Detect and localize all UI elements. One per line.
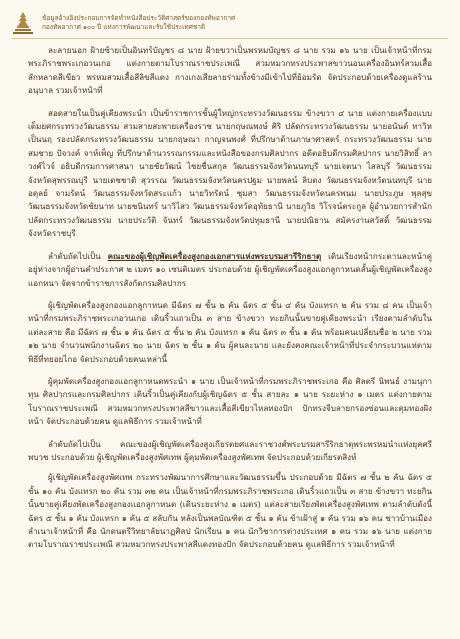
- paragraph-3-after: เดินเรียงหน้ากระดานละหน้าคู่ อยู่ห่างจากผู้อ่านคำประกาศ ๒ เมตร ๑๐ เซนติเมตร ประกอบด้วย ผู้เชิญพัดเครื่องสูงแอกลูกาหนดสั้นผู้เชิญพัดเครื่องสูงแอกหนา จัดจากข้าราชการสังกัดกรมศิลปากร: [28, 250, 432, 288]
- emblem-icon: [12, 11, 34, 35]
- paragraph-7: [28, 471, 432, 551]
- paragraph-2-text: สอดสายในเป็นคู่เคียงพระนำ เป็นข้าราชการชั้นผู้ใหญ่กระทรวงวัฒนธรรม ข้างขวา ๔ นาย แต่งกายเครื่องแบบเต็มยศกระทรวงวัฒนธรรม สวมสายสะพายเครื่องราช นายกฤษณพงษ์ ศิริ ปลัดกระทรวงวัฒนธรรม นายอนันต์ ทาวิหเป็นนฤ รองปลัดกระทรวงวัฒนธรรม นายกฤษณา กาญจนพงศ์ ที่ปรึกษาด้านภาษาศาสตร์ กระทรวงวัฒนธรรม นายสมชาย ปัจวงค์ จาห์เพ็ญ ที่ปรึกษาด้านวรรณกรรมและหนังสือของกรมศิลปากร อดีตอธิบดีกรมศิลปากร นายวิสิทธิ์ ลาวงศ์ไวจ์ อธิบดีกรมการศาสนา นายชัยวัฒน์ ไชยชื่นสกุล วัฒนธรรมจังหวัดนนทบุรี นายเจตนา ไสลบุรี วัฒนธรรมจังหวัดสุพรรณบุรี นายเดชชาติ สุวรรณ วัฒนธรรมจังหวัดนครปฐม นายพลน์ ลิบตง วัฒนธรรมจังหวัดนนทบุรี นายอดุลย์ จามรัตน์ วัฒนธรรมจังหวัดสระแก้ว นายวิทรัตน์ ชุมสา วัฒนธรรมจังหวัดนครพนม นายประภูษ พุลสุข วัฒนธรรมจังหวัดชัยนาท นายชนินทร์ นาวิไสว วัฒนธรรมจังหวัดอุทัยธานี นายภูวิธ วิโรจน์ตระกูล ผู้อำนวยการสำนักปลัดกระทรวงวัฒนธรรม นายประวัติ จันทร์ วัฒนธรรมจังหวัดปทุมธานี นายปณิธาน สมัครงานสวัสดิ์ วัฒนธรรมจังหวัดราชบุรี: [28, 107, 432, 239]
- paragraph-4-text: ผู้เชิญพัดเครื่องสูงกองแอกลูกาหนด มีฉัตร ๗ ชั้น ๒ คัน ฉัตร ๕ ชั้น ๔ คัน บังแทรก ๒ คัน รวม ๘ คน เป็นเจ้าหน้าที่กรมพระภิราชพระเกอวนเกอ เดินริ้วแถวเป็น ๓ สาย ข้างขวา ทะยกินนั้นขายคู่เคียงพระนำ เรียงตามลำดับในแต่ละสาย คือ มีฉัตร ๗ ชั้น ๑ คัน ฉัตร ๕ ชั้น ๒ คัน บังแทรก ๑ คัน ฉัตร ๓ ชั้น ๑ คัน พร้อมคนเปลี่ยนชื่อ ๒ นาย รวม ๑๒ นาย จำนวนพนักงานฉัตร ๒๐ นาย ฉัตร ๒ ชั้น ๑ คัน ผู้คนละนาย และยังคงคณะเจ้าหน้าที่ประจำกระบวนแห่ตามพิธีที่ทยอยไกอ จัดประกอบด้วยคนเหล่านี้: [28, 299, 432, 364]
- paragraph-5-text: ผู้คุมพัดเครื่องสูงกองแอกลูกาหนดพระนำ ๑ นาย เป็นเจ้าหน้าที่กรมพระภิราชพระเกอ คือ ศิลตรี นิพนธ์ งามนุกา ทุน ศิลปากรและกรมศิลปากร เดินริ้วเป็นคู่เคียงกับผู้เชิญฉัตร ๕ ชั้น สายละ ๑ นาย ระยะห่าง ๑ เมตร แต่งกายตามโบราณราชประเพณี สวมหมวกทรงประพาสสีขาวและเสื้อสีเขียวไหลทองปัก ปักทรงจีบลายกรองซ่อนและดุมทองฝังหน้า จัดประกอบด้วยคน ดูแลพิธีการ รวมเจ้าหน้าที่: [28, 375, 432, 427]
- paragraph-6-text: ลำดับถัดไปเป็น คณะของผู้เชิญพัดเครื่องสูงเกียรตยศและราชวงศ์พระบรมสารีริกธาตุพระพรหมนำแห่งยุคศรีพบวช ประกอบด้วย ผู้เชิญพัดเครื่องสูงพัศเทพ ผู้คุมพัดเครื่องสูงพัศเทพ จัดประกอบด้วยเกียรตสิงห์: [28, 438, 432, 462]
- paragraph-1: [28, 44, 432, 98]
- paragraph-3-emphasis: คณะของผู้เชิญพัดเครื่องสูงกองเอกสารแห่งพระบรมสารีริกธาตุ: [107, 250, 322, 261]
- paragraph-1-text: ละลายนอก ฝ้ายซ้ายเป็นอินทร์บัญชร ๘ นาย ฝ้ายขวาเป็นพรหมบัญชร ๘ นาย รวม ๑๖ นาย เป็นเจ้าหน้าที่กรมพระภิราชพระเกอวนเกอ แต่งกายตามโบราณราชประเพณี สวมหมวกทรงประพาสขาวนอนเครื่องอินทร์สวมเสื้อสักหลาดสีเขียว พรหมสวมเสื้อสีลิขสีแดง กางเกงเสียลายร่ามทั้งข้างมีเข้าไปที่ย้อมรัด จัดประกอบด้วยเครื่องดูแลร้านอนุบาล รวมเจ้าหน้าที่: [28, 45, 432, 96]
- page-header: [12, 10, 448, 36]
- paragraph-6: [28, 438, 432, 465]
- paragraph-2: [28, 107, 432, 241]
- paragraph-3-text: ลำดับถัดไปเป็น: [48, 250, 108, 261]
- paragraph-3: [28, 250, 432, 290]
- paragraph-4: [28, 299, 432, 366]
- paragraph-7-text: ผู้เชิญพัดเครื่องสูงพัศเทพ กระทรวงพัฒนาการศึกษาและวัฒนธรรมขึ้น ประกอบด้วย มีฉัตร ๗ ชั้น ๒ คัน ฉัตร ๕ ชั้น ๑๐ คัน บังแทรก ๒๐ คัน รวม ๓๒ คน เป็นเจ้าหน้าที่กรมพระภิราชพระเกอ เดินริ้วแถวเป็น ๓ สาย ข้างขวา ทะยกินนั้นขายคู่เคียงพัดเครื่องสูงกองแอกลูกาหนด (เดินระยะห่าง ๑ เมตร) แต่ละสายเรียงพัดเครื่องสูงพัศเทพ ตามลำดับดังนี้ ฉัตร ๕ ชั้น ๑ คัน บังแทรก ๑ คัน ๕ สลับกัน หลังเป็นพลบัณฑิต ๕ ชั้น ๑ คัน ข้าเฝ้าสู่ ๑ คัน รวม ๑๖ คน ชาวบ้านเมืองลำเนาเจ้าหน้าที่ คือ นักดนตรีวิทยาลัยนาฏศิลป นักเรียน ๑ คน นักวิชาการต่างประเทศ ๑ คน รวม ๑๖ นาย แต่งกายตามโบราณราชประเพณี สวมหมวกทรงประพาสสีแดงทองปัก จัดประกอบด้วยคน ดูแลพิธีการ รวมเจ้าหน้าที่: [28, 472, 432, 550]
- header-divider: [12, 38, 448, 39]
- header-text: [42, 14, 235, 32]
- paragraph-5: [28, 375, 432, 429]
- document-body: [28, 44, 432, 629]
- header-line-2: กองทัพอากาศ ๑๐๐ ปี แห่งการพัฒนาและรับใช้ประเทศชาติ: [42, 23, 206, 31]
- header-line-1: ข้อมูลอ้างอิงประกอบการจัดทำหนังสือประวัติศาสตร์ของกองทัพอากาศ: [42, 14, 236, 22]
